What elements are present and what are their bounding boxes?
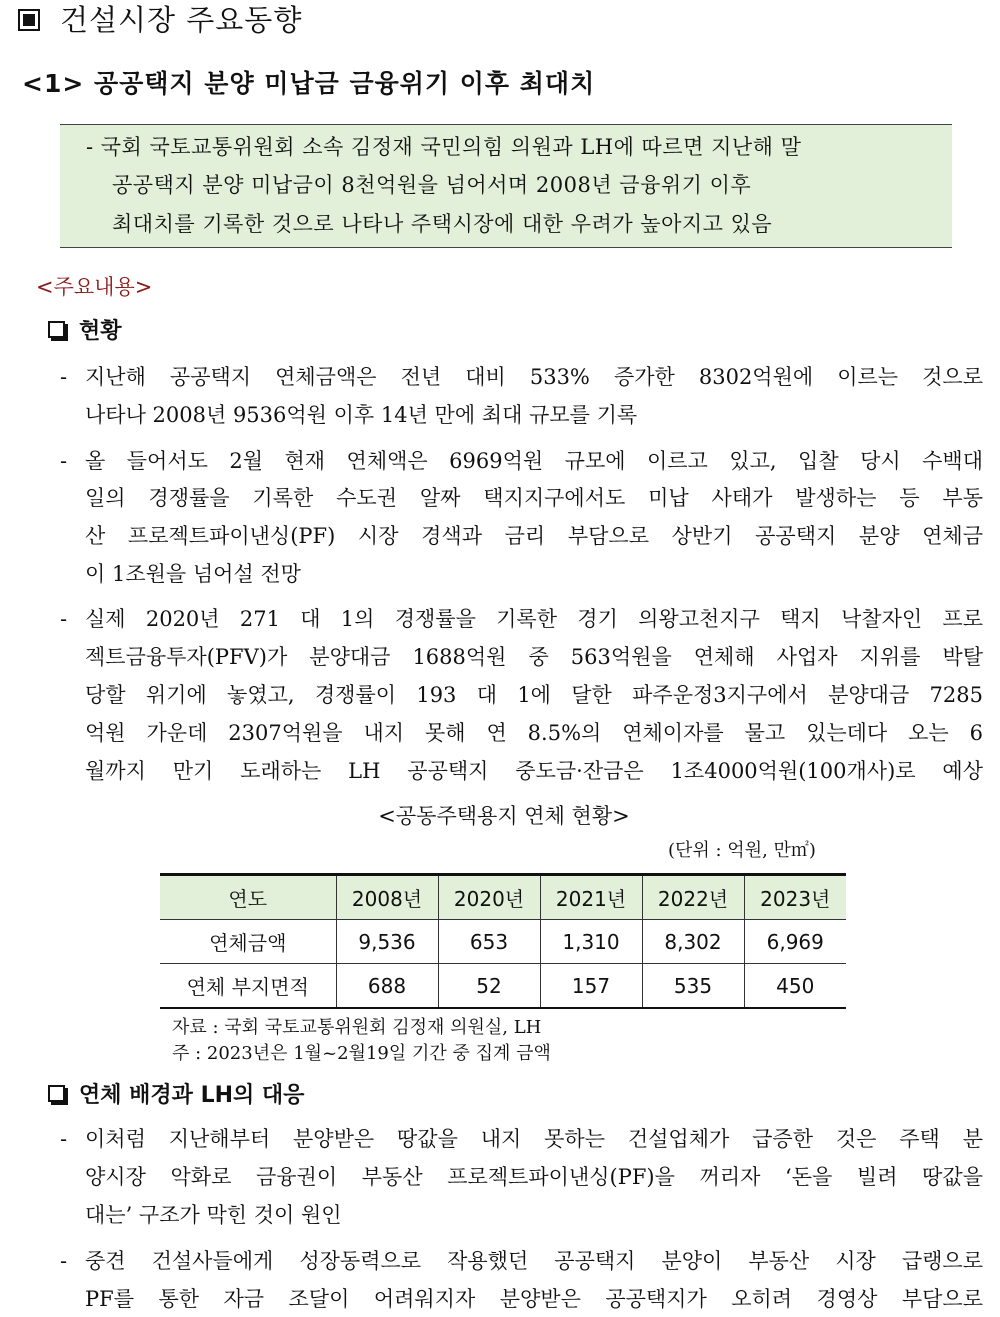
table-cell: 연체금액 <box>160 920 336 964</box>
body-line: 이처럼 지난해부터 분양받은 땅값을 내지 못하는 건설업체가 급증한 것은 주택 분 <box>85 1127 983 1151</box>
main-content-label: <주요내용> <box>36 275 153 299</box>
table-cell: 653 <box>438 920 540 964</box>
document-header <box>18 0 302 40</box>
body-line: 산 프로젝트파이낸싱(PF) 시장 경색과 금리 부담으로 상반기 공공택지 분양 연체금 <box>85 524 983 548</box>
article-subtitle: <1> 공공택지 분양 미납금 금융위기 이후 최대치 <box>22 69 596 98</box>
checkbox-bullet-icon <box>48 321 65 338</box>
table-cell: 450 <box>744 964 846 1009</box>
table-header-cell: 연도 <box>160 875 336 920</box>
table-cell: 6,969 <box>744 920 846 964</box>
document-title: 건설시장 주요동향 <box>60 3 303 37</box>
table-header-cell: 2020년 <box>438 875 540 920</box>
table-cell: 연체 부지면적 <box>160 964 336 1009</box>
section-heading-text: 연체 배경과 LH의 대응 <box>79 1083 305 1108</box>
table-row <box>160 920 846 964</box>
body-line: 실제 2020년 271 대 1의 경쟁률을 기록한 경기 의왕고천지구 택지 낙찰자인 프로 <box>85 607 983 631</box>
body-line: 이 1조원을 넘어설 전망 <box>85 562 301 586</box>
dash-bullet: - <box>60 365 68 389</box>
table-header-cell: 2008년 <box>336 875 438 920</box>
summary-line: - 국회 국토교통위원회 소속 김정재 국민의힘 의원과 LH에 따르면 지난해 말 <box>86 135 802 159</box>
section-heading-status <box>48 316 122 348</box>
table-header-cell: 2022년 <box>642 875 744 920</box>
checkbox-bullet-icon <box>48 1085 65 1102</box>
table-source: 자료 : 국회 국토교통위원회 김정재 의원실, LH <box>172 1017 542 1038</box>
dash-bullet: - <box>60 607 68 631</box>
table-header-cell: 2023년 <box>744 875 846 920</box>
table-cell: 8,302 <box>642 920 744 964</box>
delinquency-table <box>160 873 846 1009</box>
body-line: 지난해 공공택지 연체금액은 전년 대비 533% 증가한 8302억원에 이르는 것으로 <box>85 365 983 389</box>
table-note: 주 : 2023년은 1월~2월19일 기간 중 집계 금액 <box>172 1043 551 1064</box>
body-line: 중견 건설사들에게 성장동력으로 작용했던 공공택지 분양이 부동산 시장 급랭으로 <box>85 1249 983 1273</box>
table-cell: 157 <box>540 964 642 1009</box>
table-cell: 9,536 <box>336 920 438 964</box>
table-header-row <box>160 875 846 920</box>
summary-box <box>60 124 952 248</box>
body-line: 당할 위기에 놓였고, 경쟁률이 193 대 1에 달한 파주운정3지구에서 분양대금 7285 <box>85 683 983 707</box>
body-line: 억원 가운데 2307억원을 내지 못해 연 8.5%의 연체이자를 물고 있는데다 오는 6 <box>85 721 983 745</box>
dash-bullet: - <box>60 1127 68 1151</box>
section-heading-background <box>48 1080 304 1112</box>
body-line: 대는’ 구조가 막힌 것이 원인 <box>85 1203 342 1227</box>
body-line: 젝트금융투자(PFV)가 분양대금 1688억원 중 563억원을 연체해 사업자 지위를 박탈 <box>85 645 983 669</box>
table-row <box>160 964 846 1009</box>
table-header-cell: 2021년 <box>540 875 642 920</box>
table-cell: 688 <box>336 964 438 1009</box>
body-line: 일의 경쟁률을 기록한 수도권 알짜 택지지구에서도 미납 사태가 발생하는 등 부동 <box>85 486 983 510</box>
table-cell: 535 <box>642 964 744 1009</box>
table-caption: <공동주택용지 연체 현황> <box>378 804 630 828</box>
dash-bullet: - <box>60 1249 68 1273</box>
table-cell: 1,310 <box>540 920 642 964</box>
table-cell: 52 <box>438 964 540 1009</box>
summary-line: 공공택지 분양 미납금이 8천억원을 넘어서며 2008년 금융위기 이후 <box>112 173 752 197</box>
section-heading-text: 현황 <box>79 319 122 344</box>
body-line: 양시장 악화로 금융권이 부동산 프로젝트파이낸싱(PF)을 꺼리자 ‘돈을 빌려 땅값을 <box>85 1165 983 1189</box>
body-line: 월까지 만기 도래하는 LH 공공택지 중도금·잔금은 1조4000억원(100개사)로 예상 <box>85 759 983 783</box>
body-line: PF를 통한 자금 조달이 어려워지자 분양받은 공공택지가 오히려 경영상 부담으로 <box>85 1287 983 1311</box>
filled-square-icon <box>18 9 40 31</box>
body-line: 올 들어서도 2월 현재 연체액은 6969억원 규모에 이르고 있고, 입찰 당시 수백대 <box>85 449 983 473</box>
body-line: 나타나 2008년 9536억원 이후 14년 만에 최대 규모를 기록 <box>85 403 638 427</box>
table-unit: (단위 : 억원, 만㎡) <box>668 840 816 861</box>
dash-bullet: - <box>60 449 68 473</box>
summary-line: 최대치를 기록한 것으로 나타나 주택시장에 대한 우려가 높아지고 있음 <box>112 212 773 236</box>
